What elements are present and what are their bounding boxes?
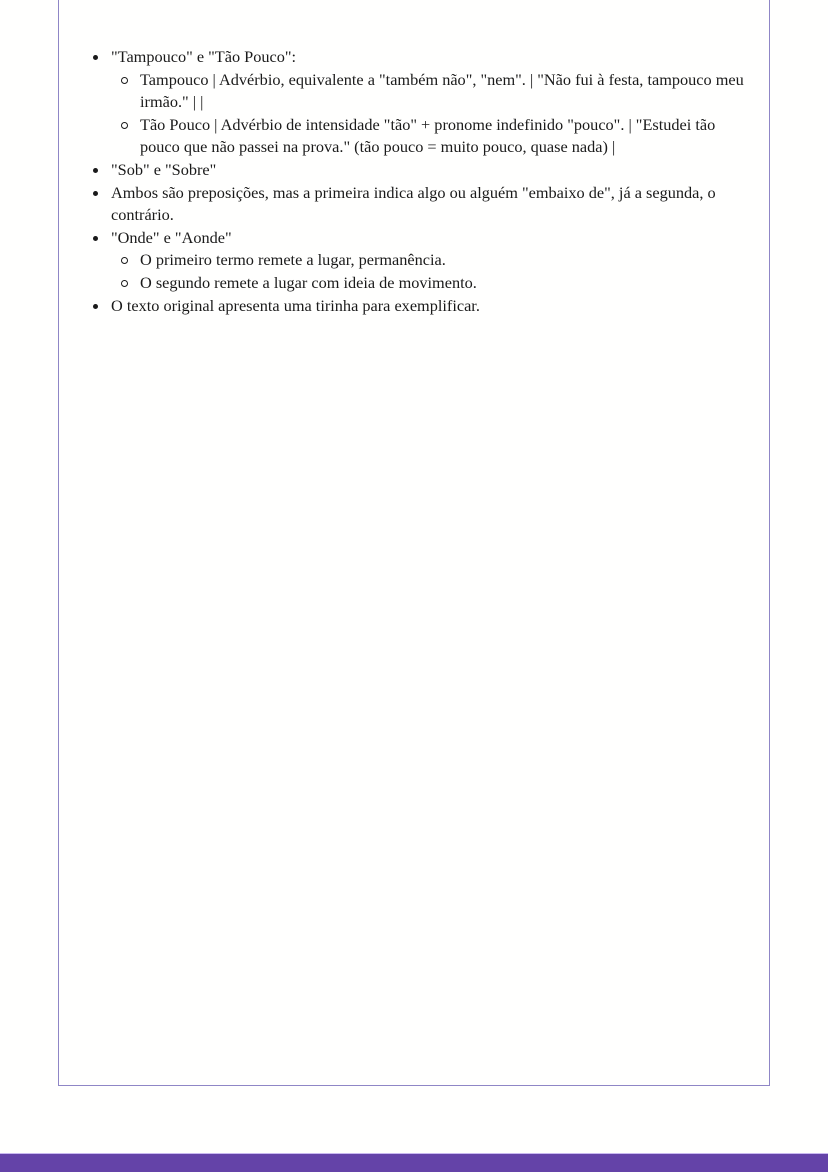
list-item: Ambos são preposições, mas a primeira indica algo ou alguém "embaixo de", já a segunda, o contrário. (93, 182, 753, 227)
list-item-text: "Onde" e "Aonde" (111, 227, 232, 247)
list-item (93, 227, 753, 295)
list-item (93, 46, 753, 159)
sub-list-item: O segundo remete a lugar com ideia de movimento. (111, 272, 753, 295)
document-body (93, 46, 753, 317)
list-item-text: "Tampouco" e "Tão Pouco": (111, 47, 297, 66)
sub-list-item: O primeiro termo remete a lugar, permanência. (111, 249, 753, 272)
bullet-list (93, 46, 753, 317)
sub-list (111, 249, 753, 294)
footer-bar (0, 1153, 828, 1172)
sub-list-item: Tão Pouco | Advérbio de intensidade "tão" + pronome indefinido "pouco". | "Estudei tão pouco que não passei na prova." (tão pouco = muito pouco, quase nada) | (111, 114, 753, 159)
sub-list (111, 69, 753, 159)
list-item: "Sob" e "Sobre" (93, 159, 753, 182)
list-item: O texto original apresenta uma tirinha para exemplificar. (93, 295, 753, 318)
sub-list-item: Tampouco | Advérbio, equivalente a "também não", "nem". | "Não fui à festa, tampouco meu irmão." | | (111, 69, 753, 114)
